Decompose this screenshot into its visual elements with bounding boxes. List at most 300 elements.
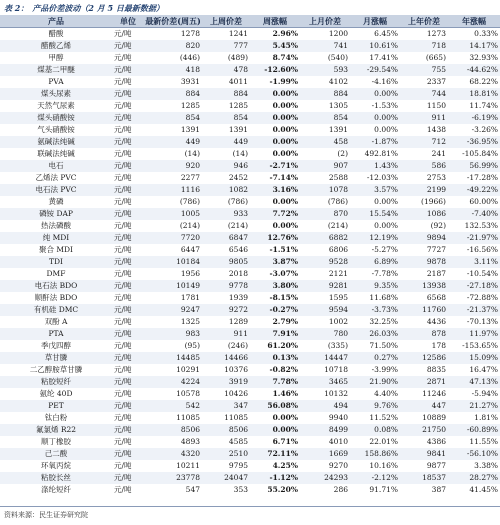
monthly-change-cell: 12.19% — [350, 232, 400, 244]
table-row — [0, 400, 500, 412]
weekly-change-cell: 0.00% — [272, 221, 298, 230]
last-year-spread-cell: 878 — [400, 328, 448, 340]
last-year-spread-cell: 1086 — [400, 208, 448, 220]
latest-spread-cell: 7720 — [144, 232, 202, 244]
latest-spread-cell: 1116 — [144, 184, 202, 196]
unit-cell: 元/吨 — [114, 221, 132, 230]
yearly-change-cell: -5.94% — [471, 389, 498, 398]
table-row — [0, 292, 500, 304]
source-note: 资料来源：民生证券研究院 — [4, 511, 88, 519]
unit-cell: 元/吨 — [114, 293, 132, 302]
table-row — [0, 316, 500, 328]
table-row — [0, 208, 500, 220]
last-month-spread-cell: 1078 — [300, 184, 350, 196]
header-unit: 单位 — [112, 15, 144, 28]
product-cell: 顺丁橡胶 — [41, 437, 71, 446]
yearly-change-cell: -27.18% — [448, 280, 500, 292]
monthly-change-cell: -2.12% — [350, 472, 400, 484]
latest-spread-cell: (214) — [179, 221, 200, 230]
unit-cell: 元/吨 — [112, 256, 144, 268]
last-year-spread-cell: 11246 — [422, 389, 446, 398]
last-week-spread-cell: 777 — [202, 40, 250, 52]
table-row — [0, 124, 500, 136]
latest-spread-cell: 547 — [185, 485, 200, 494]
yearly-change-cell: 16.47% — [469, 365, 498, 374]
latest-spread-cell: 6447 — [180, 245, 200, 254]
product-cell: 顺酐法 BDO — [34, 293, 78, 302]
last-week-spread-cell: 10376 — [224, 365, 248, 374]
last-year-spread-cell: 2753 — [426, 173, 446, 182]
last-year-spread-cell: 1150 — [426, 101, 446, 110]
last-week-spread-cell: 24047 — [202, 472, 250, 484]
monthly-change-cell: 21.90% — [350, 376, 400, 388]
last-week-spread-cell: (489) — [227, 53, 248, 62]
monthly-change-cell: 492.81% — [364, 149, 398, 158]
unit-cell: 元/吨 — [112, 424, 144, 436]
weekly-change-cell: 0.00% — [272, 101, 298, 110]
product-cell: 纯 MDI — [0, 232, 112, 244]
unit-cell: 元/吨 — [114, 461, 132, 470]
table-row — [0, 40, 500, 52]
latest-spread-cell: 4224 — [144, 376, 202, 388]
latest-spread-cell: 1391 — [180, 125, 200, 134]
monthly-change-cell: 6.89% — [350, 256, 400, 268]
last-year-spread-cell: 718 — [400, 40, 448, 52]
table-number: 表 2： — [4, 3, 29, 13]
last-year-spread-cell: 9878 — [400, 256, 448, 268]
price-spread-table — [0, 15, 500, 496]
last-month-spread-cell: 854 — [300, 112, 350, 124]
header-yearly-change: 年涨幅 — [448, 15, 500, 28]
monthly-change-cell: 11.52% — [369, 413, 398, 422]
table-row — [0, 304, 500, 316]
table-row — [0, 88, 500, 100]
product-cell: 电石法 PVC — [0, 184, 112, 196]
monthly-change-cell: 0.00% — [350, 88, 400, 100]
last-week-spread-cell: 2452 — [228, 173, 248, 182]
weekly-change-cell: 1.46% — [272, 389, 298, 398]
monthly-change-cell: 10.61% — [350, 40, 400, 52]
latest-spread-cell: 820 — [144, 40, 202, 52]
monthly-change-cell: -5.27% — [371, 245, 398, 254]
last-year-spread-cell: 9894 — [400, 232, 448, 244]
product-cell: 煤头尿素 — [0, 88, 112, 100]
table-row — [0, 112, 500, 124]
latest-spread-cell: 542 — [144, 400, 202, 412]
table-row — [0, 52, 500, 64]
last-week-spread-cell: 946 — [202, 160, 250, 172]
monthly-change-cell: -12.03% — [366, 173, 398, 182]
weekly-change-cell: 6.71% — [272, 437, 298, 446]
unit-cell: 元/吨 — [114, 341, 132, 350]
table-row — [0, 28, 500, 41]
header-last-year-spread: 上年价差 — [400, 15, 448, 28]
unit-cell: 元/吨 — [114, 389, 132, 398]
weekly-change-cell: -0.27% — [250, 304, 300, 316]
last-year-spread-cell: 2199 — [400, 184, 448, 196]
latest-spread-cell: 1325 — [180, 317, 200, 326]
monthly-change-cell: -4.16% — [371, 77, 398, 86]
last-month-spread-cell: 24293 — [300, 472, 350, 484]
table-bottom-rule — [0, 506, 500, 507]
last-week-spread-cell: 911 — [202, 328, 250, 340]
unit-cell: 元/吨 — [112, 232, 144, 244]
last-year-spread-cell: 8835 — [426, 365, 446, 374]
monthly-change-cell: 26.03% — [350, 328, 400, 340]
product-cell: 甲醇 — [48, 53, 64, 62]
last-week-spread-cell: 9778 — [202, 280, 250, 292]
last-month-spread-cell: 458 — [300, 136, 350, 148]
monthly-change-cell: 0.00% — [374, 125, 398, 134]
yearly-change-cell: -72.88% — [466, 293, 498, 302]
weekly-change-cell: 61.20% — [267, 341, 298, 350]
last-week-spread-cell: 9272 — [202, 304, 250, 316]
table-row — [0, 412, 500, 424]
table-row — [0, 244, 500, 256]
last-month-spread-cell: (786) — [327, 197, 348, 206]
product-cell: 电石 — [0, 160, 112, 172]
yearly-change-cell: 41.45% — [469, 485, 498, 494]
last-year-spread-cell: 755 — [400, 64, 448, 76]
latest-spread-cell: 23778 — [144, 472, 202, 484]
unit-cell: 元/吨 — [114, 485, 132, 494]
yearly-change-cell: -16.56% — [466, 245, 498, 254]
monthly-change-cell: -7.78% — [371, 269, 398, 278]
product-cell: 有机硅 DMC — [0, 304, 112, 316]
last-year-spread-cell: 387 — [431, 485, 446, 494]
last-week-spread-cell: 1082 — [202, 184, 250, 196]
yearly-change-cell: -36.95% — [448, 136, 500, 148]
last-week-spread-cell: 1285 — [228, 101, 248, 110]
table-header-row — [0, 15, 500, 28]
last-month-spread-cell: 6882 — [300, 232, 350, 244]
last-year-spread-cell: 2871 — [400, 376, 448, 388]
last-week-spread-cell: 4585 — [228, 437, 248, 446]
yearly-change-cell: 68.22% — [469, 77, 498, 86]
header-last-week-spread: 上周价差 — [202, 15, 250, 28]
unit-cell: 元/吨 — [114, 245, 132, 254]
latest-spread-cell: (14) — [184, 149, 200, 158]
unit-cell: 元/吨 — [114, 53, 132, 62]
table-row — [0, 136, 500, 148]
product-cell: 热法磷酸 — [41, 221, 71, 230]
last-month-spread-cell: 2588 — [328, 173, 348, 182]
unit-cell: 元/吨 — [114, 437, 132, 446]
yearly-change-cell: -21.37% — [448, 304, 500, 316]
last-year-spread-cell: 712 — [400, 136, 448, 148]
monthly-change-cell: 22.01% — [369, 437, 398, 446]
table-row — [0, 436, 500, 448]
unit-cell: 元/吨 — [112, 40, 144, 52]
yearly-change-cell: -56.10% — [448, 448, 500, 460]
last-month-spread-cell: 1305 — [328, 101, 348, 110]
last-week-spread-cell: 9805 — [202, 256, 250, 268]
weekly-change-cell: -8.15% — [269, 293, 298, 302]
weekly-change-cell: 55.20% — [267, 485, 298, 494]
last-week-spread-cell: 4011 — [228, 77, 248, 86]
product-cell: 黄磷 — [48, 197, 64, 206]
yearly-change-cell: 11.55% — [469, 437, 498, 446]
product-cell: 双酚 A — [44, 317, 68, 326]
product-cell: 环氧丙烷 — [41, 461, 71, 470]
monthly-change-cell: 0.00% — [374, 197, 398, 206]
last-month-spread-cell: 907 — [300, 160, 350, 172]
table-row — [0, 484, 500, 496]
last-week-spread-cell: 6847 — [202, 232, 250, 244]
product-cell: 钛白粉 — [44, 413, 68, 422]
last-month-spread-cell: 9528 — [300, 256, 350, 268]
monthly-change-cell: 0.00% — [374, 221, 398, 230]
latest-spread-cell: 1278 — [180, 29, 200, 38]
unit-cell: 元/吨 — [112, 352, 144, 364]
latest-spread-cell: 4320 — [144, 448, 202, 460]
last-week-spread-cell: (214) — [227, 221, 248, 230]
unit-cell: 元/吨 — [112, 376, 144, 388]
table-row — [0, 364, 500, 376]
latest-spread-cell: 3931 — [180, 77, 200, 86]
last-month-spread-cell: (2) — [337, 149, 348, 158]
last-week-spread-cell: (14) — [232, 149, 248, 158]
unit-cell: 元/吨 — [114, 125, 132, 134]
last-month-spread-cell: 9940 — [328, 413, 348, 422]
unit-cell: 元/吨 — [114, 413, 132, 422]
unit-cell: 元/吨 — [114, 149, 132, 158]
table-row — [0, 268, 500, 280]
last-week-spread-cell: 2018 — [228, 269, 248, 278]
yearly-change-cell: -3.26% — [471, 125, 498, 134]
weekly-change-cell: 56.08% — [250, 400, 300, 412]
unit-cell: 元/吨 — [114, 365, 132, 374]
unit-cell: 元/吨 — [114, 317, 132, 326]
product-cell: TDI — [0, 256, 112, 268]
latest-spread-cell: 8506 — [144, 424, 202, 436]
yearly-change-cell: -6.19% — [448, 112, 500, 124]
monthly-change-cell: 158.86% — [350, 448, 400, 460]
weekly-change-cell: 7.72% — [250, 208, 300, 220]
last-week-spread-cell: 933 — [202, 208, 250, 220]
monthly-change-cell: -3.73% — [350, 304, 400, 316]
monthly-change-cell: 9.35% — [350, 280, 400, 292]
yearly-change-cell: 132.53% — [464, 221, 498, 230]
weekly-change-cell: 0.00% — [272, 413, 298, 422]
table-row — [0, 160, 500, 172]
last-month-spread-cell: 10132 — [324, 389, 348, 398]
last-year-spread-cell: (1966) — [421, 197, 446, 206]
last-week-spread-cell: 1289 — [228, 317, 248, 326]
weekly-change-cell: -1.99% — [269, 77, 298, 86]
last-month-spread-cell: 4102 — [328, 77, 348, 86]
weekly-change-cell: 0.13% — [250, 352, 300, 364]
table-row — [0, 460, 500, 472]
last-week-spread-cell: 11085 — [224, 413, 248, 422]
table-row — [0, 376, 500, 388]
latest-spread-cell: 10578 — [176, 389, 200, 398]
weekly-change-cell: -2.71% — [250, 160, 300, 172]
latest-spread-cell: 14485 — [144, 352, 202, 364]
monthly-change-cell: 10.16% — [369, 461, 398, 470]
last-month-spread-cell: 1002 — [328, 317, 348, 326]
latest-spread-cell: (95) — [184, 341, 200, 350]
monthly-change-cell: 0.08% — [350, 424, 400, 436]
table-row — [0, 424, 500, 436]
product-cell: 涤纶短纤 — [41, 485, 71, 494]
latest-spread-cell: 1956 — [180, 269, 200, 278]
table-row — [0, 184, 500, 196]
header-product: 产品 — [0, 15, 112, 28]
unit-cell: 元/吨 — [114, 101, 132, 110]
last-month-spread-cell: 780 — [300, 328, 350, 340]
yearly-change-cell: 14.17% — [448, 40, 500, 52]
latest-spread-cell: 1005 — [144, 208, 202, 220]
weekly-change-cell: 3.80% — [250, 280, 300, 292]
unit-cell: 元/吨 — [114, 269, 132, 278]
yearly-change-cell: 60.00% — [469, 197, 498, 206]
last-year-spread-cell: 18537 — [400, 472, 448, 484]
monthly-change-cell: 3.57% — [350, 184, 400, 196]
latest-spread-cell: 920 — [144, 160, 202, 172]
unit-cell: 元/吨 — [112, 400, 144, 412]
monthly-change-cell: -1.87% — [350, 136, 400, 148]
unit-cell: 元/吨 — [112, 328, 144, 340]
last-week-spread-cell: 10426 — [224, 389, 248, 398]
last-month-spread-cell: 870 — [300, 208, 350, 220]
last-month-spread-cell: 6806 — [328, 245, 348, 254]
unit-cell: 元/吨 — [112, 304, 144, 316]
product-cell: 氨纶 40D — [39, 389, 73, 398]
weekly-change-cell: 0.00% — [272, 125, 298, 134]
unit-cell: 元/吨 — [112, 136, 144, 148]
weekly-change-cell: 8.74% — [272, 53, 298, 62]
table-row — [0, 340, 500, 352]
unit-cell: 元/吨 — [112, 64, 144, 76]
latest-spread-cell: 10184 — [144, 256, 202, 268]
last-month-spread-cell: 9270 — [328, 461, 348, 470]
weekly-change-cell: -3.07% — [269, 269, 298, 278]
yearly-change-cell: 0.33% — [474, 29, 498, 38]
monthly-change-cell: -29.54% — [350, 64, 400, 76]
unit-cell: 元/吨 — [112, 160, 144, 172]
header-last-month-spread: 上月价差 — [300, 15, 350, 28]
product-cell: 氨碱法纯碱 — [0, 136, 112, 148]
yearly-change-cell: -105.84% — [462, 149, 498, 158]
last-month-spread-cell: 10718 — [324, 365, 348, 374]
last-year-spread-cell: 911 — [400, 112, 448, 124]
last-month-spread-cell: 8499 — [300, 424, 350, 436]
header-latest-spread: 最新价差(周五) — [145, 16, 201, 26]
last-week-spread-cell: (246) — [227, 341, 248, 350]
monthly-change-cell: 0.27% — [350, 352, 400, 364]
last-week-spread-cell: 353 — [233, 485, 248, 494]
latest-spread-cell: 983 — [144, 328, 202, 340]
last-month-spread-cell: 9281 — [300, 280, 350, 292]
last-month-spread-cell: 1391 — [328, 125, 348, 134]
monthly-change-cell: -1.53% — [371, 101, 398, 110]
weekly-change-cell: -1.51% — [269, 245, 298, 254]
monthly-change-cell: 11.68% — [369, 293, 398, 302]
last-month-spread-cell: 593 — [300, 64, 350, 76]
latest-spread-cell: 10211 — [176, 461, 200, 470]
latest-spread-cell: 10291 — [176, 365, 200, 374]
weekly-change-cell: 0.00% — [272, 149, 298, 158]
yearly-change-cell: 56.99% — [448, 160, 500, 172]
latest-spread-cell: 11085 — [176, 413, 200, 422]
last-year-spread-cell: 9877 — [426, 461, 446, 470]
product-cell: 二乙醇胺草甘膦 — [29, 365, 83, 374]
yearly-change-cell: 32.93% — [469, 53, 498, 62]
latest-spread-cell: (786) — [179, 197, 200, 206]
weekly-change-cell: -12.60% — [250, 64, 300, 76]
table-row — [0, 256, 500, 268]
product-cell: 电石法 BDO — [0, 280, 112, 292]
latest-spread-cell: 854 — [144, 112, 202, 124]
last-week-spread-cell: 1391 — [228, 125, 248, 134]
unit-cell: 元/吨 — [114, 77, 132, 86]
last-week-spread-cell: 449 — [202, 136, 250, 148]
header-monthly-change: 月涨幅 — [350, 15, 400, 28]
unit-cell: 元/吨 — [112, 208, 144, 220]
last-year-spread-cell: 2337 — [426, 77, 446, 86]
last-week-spread-cell: 1241 — [228, 29, 248, 38]
product-cell: PET — [0, 400, 112, 412]
latest-spread-cell: 4893 — [180, 437, 200, 446]
last-month-spread-cell: 4010 — [328, 437, 348, 446]
table-caption: 产品价差波动（2 月 5 日最新数据） — [32, 3, 164, 13]
monthly-change-cell: 71.50% — [369, 341, 398, 350]
last-week-spread-cell: 854 — [202, 112, 250, 124]
yearly-change-cell: -153.65% — [462, 341, 498, 350]
weekly-change-cell: 4.25% — [272, 461, 298, 470]
yearly-change-cell: 11.74% — [469, 101, 498, 110]
weekly-change-cell: 7.91% — [250, 328, 300, 340]
table-row — [0, 352, 500, 364]
last-week-spread-cell: 2510 — [202, 448, 250, 460]
table-row — [0, 472, 500, 484]
table-row — [0, 76, 500, 88]
last-year-spread-cell: 12586 — [400, 352, 448, 364]
yearly-change-cell: -70.13% — [466, 317, 498, 326]
monthly-change-cell: 4.40% — [374, 389, 398, 398]
weekly-change-cell: 5.45% — [250, 40, 300, 52]
unit-cell: 元/吨 — [114, 197, 132, 206]
last-month-spread-cell: 741 — [300, 40, 350, 52]
unit-cell: 元/吨 — [114, 173, 132, 182]
last-year-spread-cell: 6568 — [426, 293, 446, 302]
last-year-spread-cell: 2187 — [426, 269, 446, 278]
last-week-spread-cell: 1939 — [228, 293, 248, 302]
last-month-spread-cell: 14447 — [300, 352, 350, 364]
weekly-change-cell: 72.11% — [250, 448, 300, 460]
yearly-change-cell: 18.81% — [448, 88, 500, 100]
last-week-spread-cell: 347 — [202, 400, 250, 412]
last-month-spread-cell: (335) — [327, 341, 348, 350]
weekly-change-cell: 0.00% — [272, 197, 298, 206]
yearly-change-cell: -49.22% — [448, 184, 500, 196]
last-week-spread-cell: 3919 — [202, 376, 250, 388]
last-year-spread-cell: 21750 — [400, 424, 448, 436]
weekly-change-cell: 2.96% — [272, 29, 298, 38]
yearly-change-cell: 28.27% — [448, 472, 500, 484]
last-week-spread-cell: 14466 — [202, 352, 250, 364]
last-year-spread-cell: 178 — [431, 341, 446, 350]
product-cell: 醋酸乙烯 — [0, 40, 112, 52]
latest-spread-cell: 449 — [144, 136, 202, 148]
yearly-change-cell: 21.27% — [448, 400, 500, 412]
product-cell: 煤基二甲醚 — [0, 64, 112, 76]
last-year-spread-cell: 4386 — [426, 437, 446, 446]
table-row — [0, 148, 500, 160]
product-cell: 煤头硝酸铵 — [0, 112, 112, 124]
table-row — [0, 220, 500, 232]
